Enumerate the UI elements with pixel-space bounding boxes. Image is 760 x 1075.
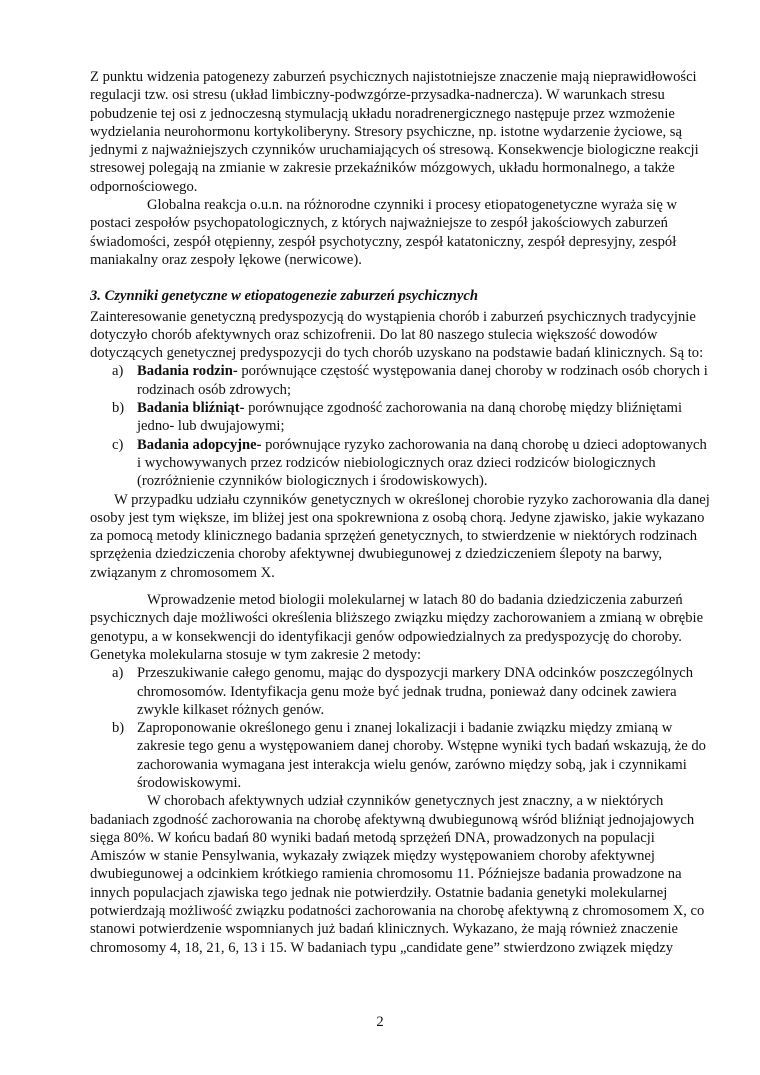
clinical-studies-list [90,362,712,490]
list-marker: a) [112,665,124,682]
list-text: porównujące częstość występowania danej choroby w rodzinach osób chorych i rodzinach osób zdrowych; [137,363,708,398]
list-marker: b) [112,720,125,737]
paragraph-molecular-biology: Wprowadzenie metod biologii molekularnej w latach 80 do badania dziedziczenia zaburzeń psychicznych daje możliwości określenia bliższego związku między zachorowaniem a zmianą w obrębie genotypu, a w konsekwencji do identyfikacji genów odpowiedzialnych za predyspozycję do choroby. [90,592,704,645]
list-item [90,436,712,491]
paragraph-global-reaction: Globalna reakcja o.u.n. na różnorodne czynniki i procesy etiopatogenetyczne wyraża się w postaci zespołów psychopatologicznych, z których najważniejsze to zespół jakościowych zaburzeń świadomości, zespół otępienny, zespół psychotyczny, zespół katatoniczny, zespół depresyjny, zespół maniakalny oraz zespoły lękowe (nerwicowe). [90,197,678,268]
page-number: 2 [376,1014,384,1030]
paragraph-stress-axis: Z punktu widzenia patogenezy zaburzeń psychicznych najistotniejsze znaczenie mają nieprawidłowości regulacji tzw. osi stresu (układ limbiczny-podwzgórze-przysadka-nadnercza). W warunkach stresu pobudzenie tej osi z jednoczesną stymulacją układu noradrenergicznego następuje przez wzmożenie wydzielania neurohormonu kortykoliberyny. Stresory psychiczne, np. istotne wydarzenie życiowe, są jednymi z najważniejszych czynników uruchamiających oś stresową. Konsekwencje biologiczne reakcji stresowej polegają na zmianie w zakresie przekaźników mózgowych, układu hormonalnego, a także odpornościowego. [90,69,699,195]
list-item [90,399,712,436]
document-page [90,68,712,957]
list-marker: a) [112,363,124,380]
list-item [90,719,712,792]
paragraph-family-risk: W przypadku udziału czynników genetycznych w określonej chorobie ryzyko zachorowania dla danej osoby jest tym większe, im bliżej jest ona spokrewniona z osobą chorą. Jedyne zjawisko, jakie wykazano za pomocą metody klinicznego badania sprzężeń genetycznych, to stwierdzenie w niektórych rodzinach sprzężenia dziedziczenia choroby afektywnej dwubiegunowej z dziedziczeniem ślepoty na barwy, związanym z chromosomem X. [90,491,710,581]
list-text: Zaproponowanie określonego genu i znanej lokalizacji i badanie związku między zmianą w zakresie tego genu a występowaniem danej choroby. Wstępne wyniki tych badań wskazują, że do zachorowania wymagana jest interakcja wielu genów, zarówno między sobą, jak i czynnikami środowiskowymi. [137,720,706,791]
list-text: Przeszukiwanie całego genomu, mając do dyspozycji markery DNA odcinków poszczególnych chromosomów. Identyfikacja genu może być jednak trudna, ponieważ dany odcinek zawiera zwykle kilkaset różnych genów. [137,665,694,718]
paragraph-genetic-interest: Zainteresowanie genetyczną predyspozycją do wystąpienia chorób i zaburzeń psychicznych tradycyjnie dotyczyło chorób afektywnych oraz schizofrenii. Do lat 80 naszego stulecia większość dowodów dotyczących genetycznej predyspozycji do tych chorób uzyskano na podstawie badań klinicznych. Są to: [90,308,704,362]
list-item [90,362,712,399]
section-heading: 3. Czynniki genetyczne w etiopatogenezie zaburzeń psychicznych [90,288,478,305]
list-item [90,664,712,719]
paragraph-methods-intro: Genetyka molekularna stosuje w tym zakresie 2 metody: [90,646,422,663]
paragraph-affective-disorders: W chorobach afektywnych udział czynników genetycznych jest znaczny, a w niektórych badaniach zgodność zachorowania na chorobę afektywną dwubiegunową wśród bliźniąt jednojajowych sięga 80%. W końcu badań 80 wyniki badań metodą sprzężeń DNA, prowadzonych na populacji Amiszów w stanie Pensylwania, wykazały związek między występowaniem choroby afektywnej dwubiegunowej a odcinkiem krótkiego ramienia chromosomu 11. Późniejsze badania prowadzone na innych populacjach zjawiska tego jednak nie potwierdziły. Ostatnie badania genetyki molekularnej potwierdzają możliwość związku podatności zachorowania na chorobę afektywną z chromosomem X, co stanowi potwierdzenie wspomnianych już badań klinicznych. Wykazano, że mają również znaczenie chromosomy 4, 18, 21, 6, 13 i 15. W badaniach typu „candidate gene” stwierdzono związek między [90,793,705,956]
list-term: Badania bliźniąt- [137,400,245,417]
list-term: Badania rodzin- [137,363,238,380]
molecular-methods-list [90,664,712,792]
list-marker: c) [112,436,124,453]
list-term: Badania adopcyjne- [137,436,262,453]
list-text: porównujące zgodność zachorowania na daną chorobę między bliźniętami jedno- lub dwujajowymi; [137,400,683,435]
list-marker: b) [112,400,125,417]
list-text: porównujące ryzyko zachorowania na daną chorobę u dzieci adoptowanych i wychowywanych przez rodziców niebiologicznych oraz dzieci rodziców biologicznych (rozróżnienie czynników biologicznych i środowiskowych). [137,436,707,490]
